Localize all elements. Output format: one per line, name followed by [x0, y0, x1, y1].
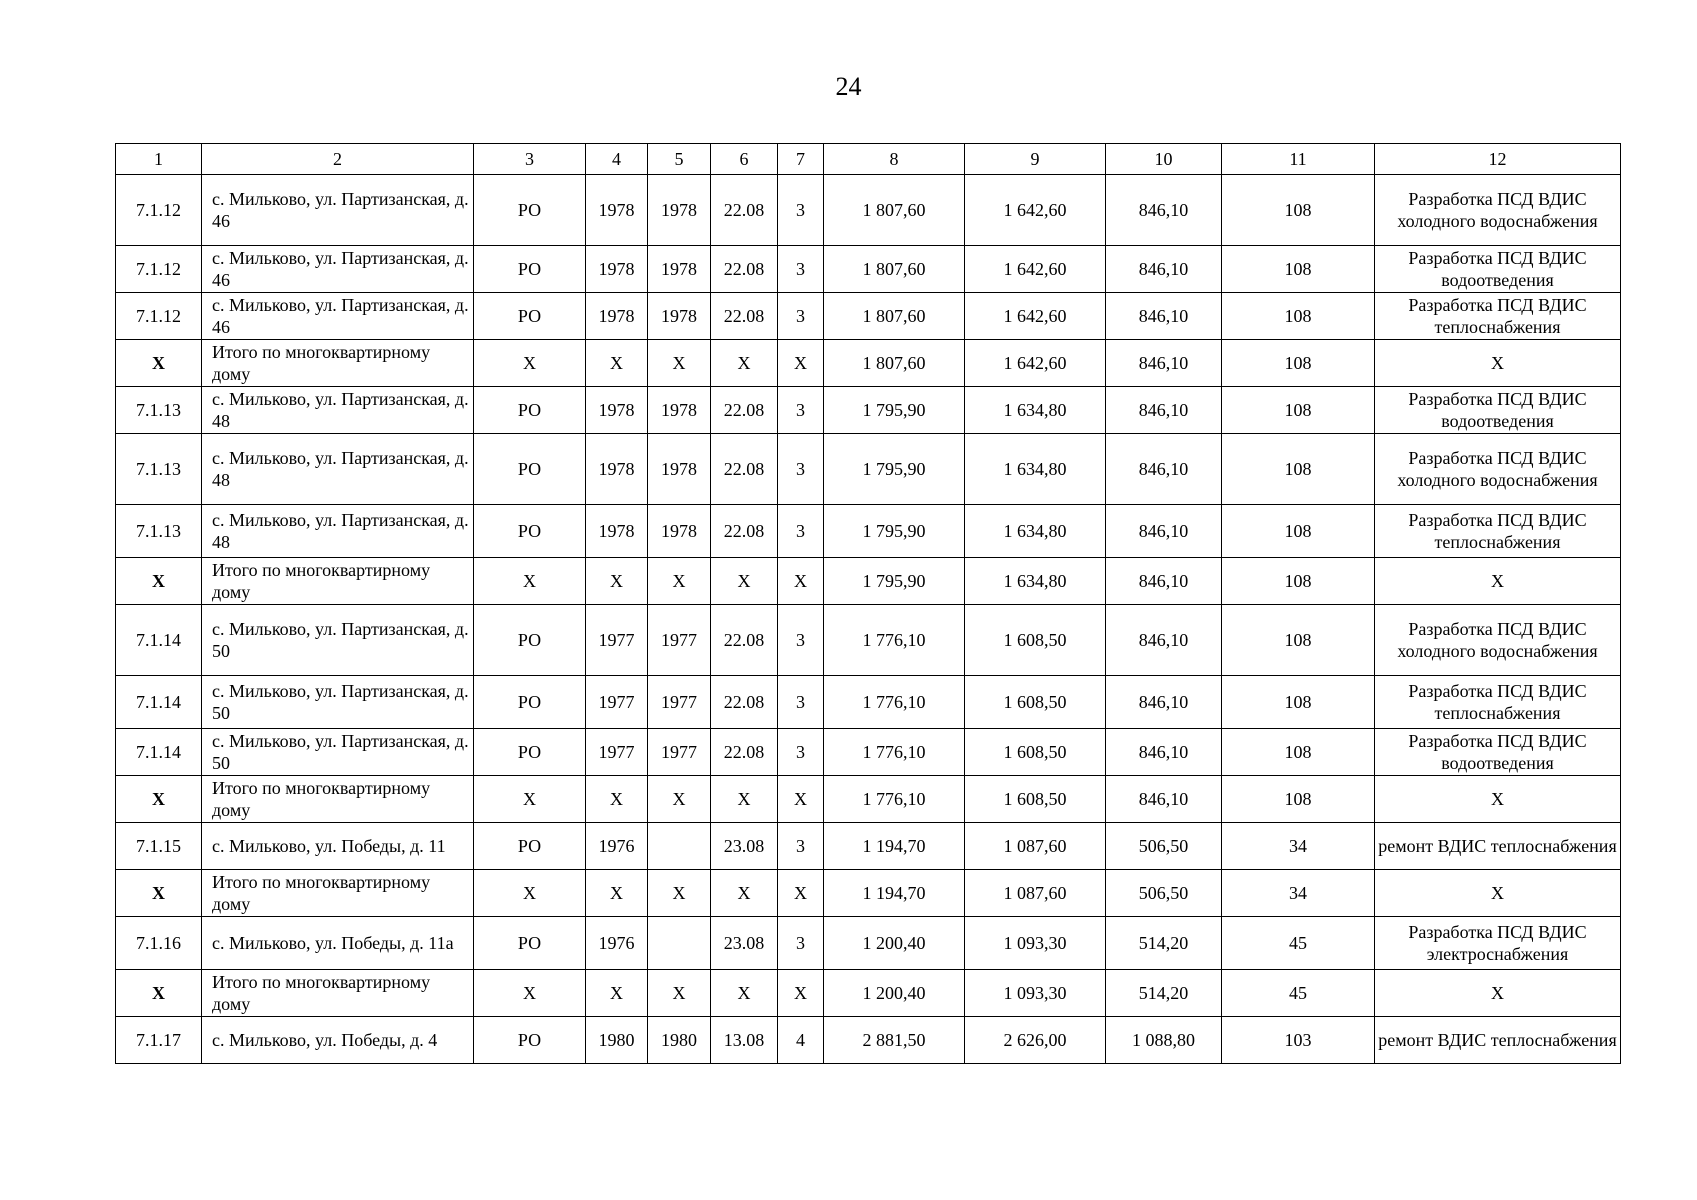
total-area-cell: 1 776,10: [824, 729, 965, 776]
type-cell: РО: [474, 246, 586, 293]
header-row: [116, 144, 1621, 175]
row-number-cell: 7.1.12: [116, 293, 202, 340]
year-built-cell: 1978: [586, 293, 648, 340]
code-cell: 22.08: [711, 293, 778, 340]
floors-cell: 3: [778, 823, 824, 870]
address-cell: с. Мильково, ул. Победы, д. 4: [202, 1017, 474, 1064]
work-type-cell: X: [1375, 776, 1621, 823]
work-type-cell: ремонт ВДИС теплоснабжения: [1375, 1017, 1621, 1064]
type-cell: X: [474, 970, 586, 1017]
table-row: [116, 605, 1621, 676]
table-body: [116, 144, 1621, 1064]
row-number-cell: 7.1.13: [116, 387, 202, 434]
total-area-cell: 1 807,60: [824, 340, 965, 387]
living-area-cell: 1 634,80: [965, 387, 1106, 434]
year-built-cell: 1977: [586, 676, 648, 729]
common-area-cell: 846,10: [1106, 293, 1222, 340]
type-cell: РО: [474, 676, 586, 729]
year-built-cell: X: [586, 776, 648, 823]
residents-cell: 108: [1222, 340, 1375, 387]
work-type-cell: X: [1375, 558, 1621, 605]
floors-cell: 3: [778, 175, 824, 246]
residents-cell: 108: [1222, 676, 1375, 729]
residents-cell: 34: [1222, 823, 1375, 870]
common-area-cell: 846,10: [1106, 676, 1222, 729]
year-commission-cell: X: [648, 970, 711, 1017]
code-cell: 22.08: [711, 676, 778, 729]
year-built-cell: 1977: [586, 605, 648, 676]
floors-cell: X: [778, 870, 824, 917]
address-cell: с. Мильково, ул. Партизанская, д. 46: [202, 293, 474, 340]
living-area-cell: 1 093,30: [965, 917, 1106, 970]
common-area-cell: 506,50: [1106, 870, 1222, 917]
common-area-cell: 846,10: [1106, 558, 1222, 605]
work-type-cell: Разработка ПСД ВДИС теплоснабжения: [1375, 505, 1621, 558]
common-area-cell: 846,10: [1106, 434, 1222, 505]
type-cell: X: [474, 776, 586, 823]
residents-cell: 108: [1222, 434, 1375, 505]
floors-cell: 3: [778, 387, 824, 434]
row-number-cell: X: [116, 870, 202, 917]
table-row: [116, 729, 1621, 776]
year-built-cell: 1978: [586, 387, 648, 434]
address-cell: Итого по многоквартирному дому: [202, 340, 474, 387]
table-row: [116, 823, 1621, 870]
year-commission-cell: 1977: [648, 729, 711, 776]
header-cell: 3: [474, 144, 586, 175]
address-cell: с. Мильково, ул. Партизанская, д. 50: [202, 729, 474, 776]
type-cell: РО: [474, 605, 586, 676]
living-area-cell: 1 642,60: [965, 293, 1106, 340]
table-row: [116, 175, 1621, 246]
floors-cell: X: [778, 970, 824, 1017]
type-cell: X: [474, 340, 586, 387]
type-cell: X: [474, 558, 586, 605]
living-area-cell: 1 608,50: [965, 676, 1106, 729]
row-number-cell: 7.1.13: [116, 434, 202, 505]
year-built-cell: X: [586, 340, 648, 387]
header-cell: 11: [1222, 144, 1375, 175]
residents-cell: 108: [1222, 605, 1375, 676]
year-built-cell: 1978: [586, 505, 648, 558]
work-type-cell: X: [1375, 870, 1621, 917]
type-cell: РО: [474, 729, 586, 776]
common-area-cell: 846,10: [1106, 605, 1222, 676]
address-cell: с. Мильково, ул. Партизанская, д. 48: [202, 434, 474, 505]
header-cell: 1: [116, 144, 202, 175]
living-area-cell: 1 087,60: [965, 870, 1106, 917]
row-number-cell: X: [116, 970, 202, 1017]
type-cell: РО: [474, 917, 586, 970]
row-number-cell: X: [116, 340, 202, 387]
residents-cell: 108: [1222, 175, 1375, 246]
year-built-cell: 1978: [586, 434, 648, 505]
row-number-cell: X: [116, 776, 202, 823]
living-area-cell: 1 608,50: [965, 605, 1106, 676]
common-area-cell: 846,10: [1106, 729, 1222, 776]
address-cell: Итого по многоквартирному дому: [202, 970, 474, 1017]
code-cell: 23.08: [711, 823, 778, 870]
code-cell: 23.08: [711, 917, 778, 970]
living-area-cell: 1 634,80: [965, 505, 1106, 558]
year-built-cell: 1978: [586, 175, 648, 246]
header-cell: 10: [1106, 144, 1222, 175]
work-type-cell: Разработка ПСД ВДИС водоотведения: [1375, 246, 1621, 293]
total-area-cell: 1 795,90: [824, 558, 965, 605]
common-area-cell: 514,20: [1106, 917, 1222, 970]
total-area-cell: 1 194,70: [824, 823, 965, 870]
year-commission-cell: X: [648, 776, 711, 823]
work-type-cell: X: [1375, 340, 1621, 387]
work-type-cell: Разработка ПСД ВДИС электроснабжения: [1375, 917, 1621, 970]
table-row: [116, 387, 1621, 434]
common-area-cell: 514,20: [1106, 970, 1222, 1017]
year-built-cell: 1980: [586, 1017, 648, 1064]
row-number-cell: 7.1.14: [116, 729, 202, 776]
residents-cell: 108: [1222, 246, 1375, 293]
code-cell: 22.08: [711, 605, 778, 676]
year-commission-cell: 1977: [648, 605, 711, 676]
row-number-cell: 7.1.14: [116, 676, 202, 729]
floors-cell: X: [778, 558, 824, 605]
common-area-cell: 846,10: [1106, 246, 1222, 293]
work-type-cell: ремонт ВДИС теплоснабжения: [1375, 823, 1621, 870]
address-cell: с. Мильково, ул. Партизанская, д. 50: [202, 676, 474, 729]
address-cell: Итого по многоквартирному дому: [202, 870, 474, 917]
page-number: 24: [835, 72, 862, 101]
code-cell: 13.08: [711, 1017, 778, 1064]
floors-cell: 4: [778, 1017, 824, 1064]
residents-cell: 108: [1222, 776, 1375, 823]
row-number-cell: 7.1.15: [116, 823, 202, 870]
code-cell: X: [711, 558, 778, 605]
header-cell: 12: [1375, 144, 1621, 175]
total-area-cell: 1 795,90: [824, 387, 965, 434]
year-commission-cell: 1977: [648, 676, 711, 729]
work-type-cell: Разработка ПСД ВДИС холодного водоснабжения: [1375, 605, 1621, 676]
floors-cell: 3: [778, 293, 824, 340]
header-cell: 2: [202, 144, 474, 175]
year-built-cell: X: [586, 870, 648, 917]
residents-cell: 108: [1222, 387, 1375, 434]
living-area-cell: 2 626,00: [965, 1017, 1106, 1064]
type-cell: X: [474, 870, 586, 917]
type-cell: РО: [474, 387, 586, 434]
total-area-cell: 1 776,10: [824, 776, 965, 823]
total-row: [116, 870, 1621, 917]
year-commission-cell: 1980: [648, 1017, 711, 1064]
year-built-cell: 1976: [586, 823, 648, 870]
total-area-cell: 1 807,60: [824, 175, 965, 246]
header-cell: 6: [711, 144, 778, 175]
row-number-cell: 7.1.16: [116, 917, 202, 970]
year-commission-cell: 1978: [648, 293, 711, 340]
address-cell: с. Мильково, ул. Партизанская, д. 48: [202, 505, 474, 558]
code-cell: 22.08: [711, 246, 778, 293]
total-area-cell: 2 881,50: [824, 1017, 965, 1064]
work-type-cell: Разработка ПСД ВДИС водоотведения: [1375, 387, 1621, 434]
row-number-cell: 7.1.14: [116, 605, 202, 676]
code-cell: 22.08: [711, 175, 778, 246]
residents-cell: 45: [1222, 917, 1375, 970]
year-commission-cell: 1978: [648, 246, 711, 293]
header-cell: 8: [824, 144, 965, 175]
table-row: [116, 676, 1621, 729]
living-area-cell: 1 087,60: [965, 823, 1106, 870]
table-row: [116, 917, 1621, 970]
living-area-cell: 1 634,80: [965, 434, 1106, 505]
address-cell: с. Мильково, ул. Партизанская, д. 48: [202, 387, 474, 434]
residents-cell: 34: [1222, 870, 1375, 917]
work-type-cell: X: [1375, 970, 1621, 1017]
code-cell: 22.08: [711, 505, 778, 558]
address-cell: с. Мильково, ул. Победы, д. 11а: [202, 917, 474, 970]
type-cell: РО: [474, 293, 586, 340]
year-commission-cell: X: [648, 558, 711, 605]
residents-cell: 108: [1222, 729, 1375, 776]
total-row: [116, 776, 1621, 823]
address-cell: с. Мильково, ул. Победы, д. 11: [202, 823, 474, 870]
floors-cell: X: [778, 776, 824, 823]
floors-cell: 3: [778, 246, 824, 293]
address-cell: с. Мильково, ул. Партизанская, д. 46: [202, 246, 474, 293]
common-area-cell: 846,10: [1106, 175, 1222, 246]
type-cell: РО: [474, 175, 586, 246]
living-area-cell: 1 642,60: [965, 175, 1106, 246]
work-type-cell: Разработка ПСД ВДИС холодного водоснабжения: [1375, 434, 1621, 505]
living-area-cell: 1 634,80: [965, 558, 1106, 605]
type-cell: РО: [474, 823, 586, 870]
work-type-cell: Разработка ПСД ВДИС водоотведения: [1375, 729, 1621, 776]
floors-cell: 3: [778, 676, 824, 729]
common-area-cell: 846,10: [1106, 505, 1222, 558]
header-cell: 5: [648, 144, 711, 175]
code-cell: 22.08: [711, 729, 778, 776]
year-commission-cell: 1978: [648, 434, 711, 505]
floors-cell: 3: [778, 505, 824, 558]
year-commission-cell: 1978: [648, 505, 711, 558]
living-area-cell: 1 608,50: [965, 776, 1106, 823]
floors-cell: X: [778, 340, 824, 387]
year-commission-cell: 1978: [648, 387, 711, 434]
type-cell: РО: [474, 1017, 586, 1064]
code-cell: X: [711, 776, 778, 823]
total-area-cell: 1 776,10: [824, 605, 965, 676]
work-type-cell: Разработка ПСД ВДИС холодного водоснабжения: [1375, 175, 1621, 246]
year-commission-cell: [648, 917, 711, 970]
row-number-cell: 7.1.12: [116, 175, 202, 246]
header-cell: 7: [778, 144, 824, 175]
header-cell: 4: [586, 144, 648, 175]
type-cell: РО: [474, 434, 586, 505]
total-area-cell: 1 795,90: [824, 505, 965, 558]
year-commission-cell: X: [648, 340, 711, 387]
address-cell: Итого по многоквартирному дому: [202, 558, 474, 605]
common-area-cell: 846,10: [1106, 387, 1222, 434]
row-number-cell: 7.1.12: [116, 246, 202, 293]
row-number-cell: X: [116, 558, 202, 605]
row-number-cell: 7.1.17: [116, 1017, 202, 1064]
header-cell: 9: [965, 144, 1106, 175]
floors-cell: 3: [778, 605, 824, 676]
residents-cell: 45: [1222, 970, 1375, 1017]
total-area-cell: 1 807,60: [824, 293, 965, 340]
common-area-cell: 1 088,80: [1106, 1017, 1222, 1064]
code-cell: X: [711, 870, 778, 917]
living-area-cell: 1 093,30: [965, 970, 1106, 1017]
year-built-cell: X: [586, 558, 648, 605]
living-area-cell: 1 642,60: [965, 246, 1106, 293]
floors-cell: 3: [778, 729, 824, 776]
year-built-cell: 1977: [586, 729, 648, 776]
address-cell: с. Мильково, ул. Партизанская, д. 46: [202, 175, 474, 246]
total-area-cell: 1 795,90: [824, 434, 965, 505]
work-type-cell: Разработка ПСД ВДИС теплоснабжения: [1375, 676, 1621, 729]
total-row: [116, 970, 1621, 1017]
year-built-cell: 1976: [586, 917, 648, 970]
living-area-cell: 1 608,50: [965, 729, 1106, 776]
total-row: [116, 558, 1621, 605]
common-area-cell: 506,50: [1106, 823, 1222, 870]
residents-cell: 103: [1222, 1017, 1375, 1064]
total-area-cell: 1 776,10: [824, 676, 965, 729]
address-cell: с. Мильково, ул. Партизанская, д. 50: [202, 605, 474, 676]
living-area-cell: 1 642,60: [965, 340, 1106, 387]
residents-cell: 108: [1222, 293, 1375, 340]
year-built-cell: X: [586, 970, 648, 1017]
table-row: [116, 246, 1621, 293]
common-area-cell: 846,10: [1106, 776, 1222, 823]
total-area-cell: 1 194,70: [824, 870, 965, 917]
total-area-cell: 1 200,40: [824, 970, 965, 1017]
table-row: [116, 293, 1621, 340]
register-table: [115, 143, 1621, 1064]
code-cell: 22.08: [711, 387, 778, 434]
year-built-cell: 1978: [586, 246, 648, 293]
row-number-cell: 7.1.13: [116, 505, 202, 558]
common-area-cell: 846,10: [1106, 340, 1222, 387]
year-commission-cell: 1978: [648, 175, 711, 246]
code-cell: X: [711, 970, 778, 1017]
floors-cell: 3: [778, 917, 824, 970]
code-cell: 22.08: [711, 434, 778, 505]
total-row: [116, 340, 1621, 387]
total-area-cell: 1 807,60: [824, 246, 965, 293]
floors-cell: 3: [778, 434, 824, 505]
residents-cell: 108: [1222, 558, 1375, 605]
table-row: [116, 434, 1621, 505]
year-commission-cell: X: [648, 870, 711, 917]
type-cell: РО: [474, 505, 586, 558]
code-cell: X: [711, 340, 778, 387]
residents-cell: 108: [1222, 505, 1375, 558]
address-cell: Итого по многоквартирному дому: [202, 776, 474, 823]
year-commission-cell: [648, 823, 711, 870]
total-area-cell: 1 200,40: [824, 917, 965, 970]
table-row: [116, 1017, 1621, 1064]
table-row: [116, 505, 1621, 558]
work-type-cell: Разработка ПСД ВДИС теплоснабжения: [1375, 293, 1621, 340]
